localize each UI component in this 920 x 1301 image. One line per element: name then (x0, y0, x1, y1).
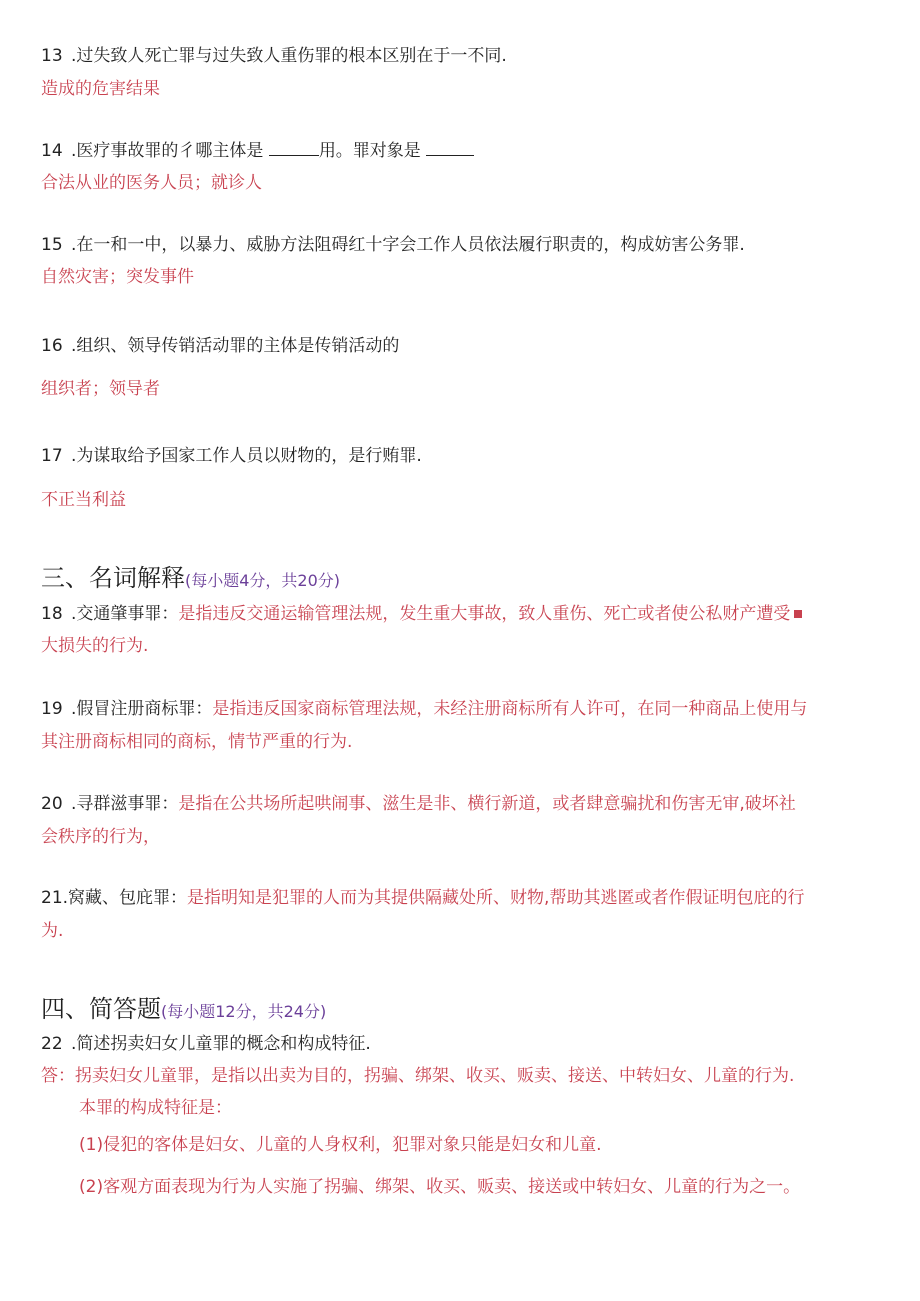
question-number: 14 (41, 141, 63, 161)
question-16 (41, 334, 399, 358)
answer-22-line-2: 本罪的构成特征是： (79, 1098, 232, 1118)
question-22 (41, 1032, 371, 1056)
answer-15: 自然灾害；突发事件 (41, 267, 194, 287)
term-18-continued: 大损失的行为. (41, 636, 149, 656)
term-label: 21.窝藏、包庇罪： (41, 888, 188, 908)
question-number: 13 (41, 46, 63, 66)
term-18 (41, 602, 802, 626)
section-note: (每小题4分，共20分) (185, 571, 341, 590)
term-21-continued: 为. (41, 921, 64, 941)
term-label: .交通肇事罪： (71, 604, 179, 624)
answer-22-point-1: (1)侵犯的客体是妇女、儿童的人身权利，犯罪对象只能是妇女和儿童. (79, 1135, 602, 1155)
answer-16: 组织者；领导者 (41, 379, 160, 399)
term-definition: 是指违反国家商标管理法规，未经注册商标所有人许可，在同一种商品上使用与 (212, 699, 808, 719)
answer-17: 不正当利益 (41, 490, 126, 510)
question-text: .为谋取给予国家工作人员以财物的，是行贿罪. (71, 446, 422, 466)
question-17 (41, 444, 422, 468)
term-20-continued: 会秩序的行为， (41, 827, 160, 847)
fill-blank (426, 139, 474, 156)
fill-blank (269, 139, 319, 156)
question-number: 17 (41, 446, 63, 466)
question-text-b: 用。罪对象是 (318, 141, 421, 161)
term-20 (41, 792, 796, 816)
section-title: 三、名词解释 (41, 564, 185, 592)
square-marker-icon (794, 610, 802, 618)
term-definition: 是指明知是犯罪的人而为其提供隔藏处所、财物,帮助其逃匿或者作假证明包庇的行 (187, 888, 805, 908)
term-definition: 是指违反交通运输管理法规，发生重大事故，致人重伤、死亡或者使公私财产遭受 (178, 604, 791, 624)
question-text-a: .医疗事故罪的彳哪主体是 (71, 141, 264, 161)
question-text: .组织、领导传销活动罪的主体是传销活动的 (71, 336, 400, 356)
question-number: 16 (41, 336, 63, 356)
question-number: 22 (41, 1034, 63, 1054)
question-number: 15 (41, 235, 63, 255)
question-13 (41, 44, 507, 68)
question-number: 18 (41, 604, 63, 624)
term-label: .寻群滋事罪： (71, 794, 179, 814)
section-note: (每小题12分，共24分) (161, 1002, 327, 1021)
question-14 (41, 139, 474, 163)
question-15 (41, 233, 745, 257)
term-21 (41, 886, 804, 910)
question-number: 19 (41, 699, 63, 719)
term-definition: 是指在公共场所起哄闹事、滋生是非、横行新道，或者肆意骗扰和伤害无审,破坏社 (178, 794, 796, 814)
answer-13: 造成的危害结果 (41, 79, 160, 99)
section-title: 四、简答题 (41, 995, 161, 1023)
answer-14: 合法从业的医务人员；就诊人 (41, 173, 262, 193)
term-19 (41, 697, 807, 721)
term-19-continued: 其注册商标相同的商标，情节严重的行为. (41, 732, 353, 752)
section-4-heading (41, 993, 326, 1028)
question-text: .在一和一中，以暴力、威胁方法阻碍红十字会工作人员依法履行职责的，构成妨害公务罪. (71, 235, 745, 255)
answer-22-point-2: (2)客观方面表现为行为人实施了拐骗、绑架、收买、贩卖、接送或中转妇女、儿童的行为之一。 (79, 1177, 801, 1197)
term-label: .假冒注册商标罪： (71, 699, 213, 719)
question-number: 20 (41, 794, 63, 814)
section-3-heading (41, 562, 340, 597)
answer-22-line-1 (41, 1064, 794, 1088)
answer-prefix: 答： (41, 1066, 75, 1086)
question-text: .简述拐卖妇女儿童罪的概念和构成特征. (71, 1034, 371, 1054)
question-text: .过失致人死亡罪与过失致人重伤罪的根本区别在于一不同. (71, 46, 507, 66)
answer-text: 拐卖妇女儿童罪，是指以出卖为目的，拐骗、绑架、收买、贩卖、接送、中转妇女、儿童的行为. (75, 1066, 795, 1086)
